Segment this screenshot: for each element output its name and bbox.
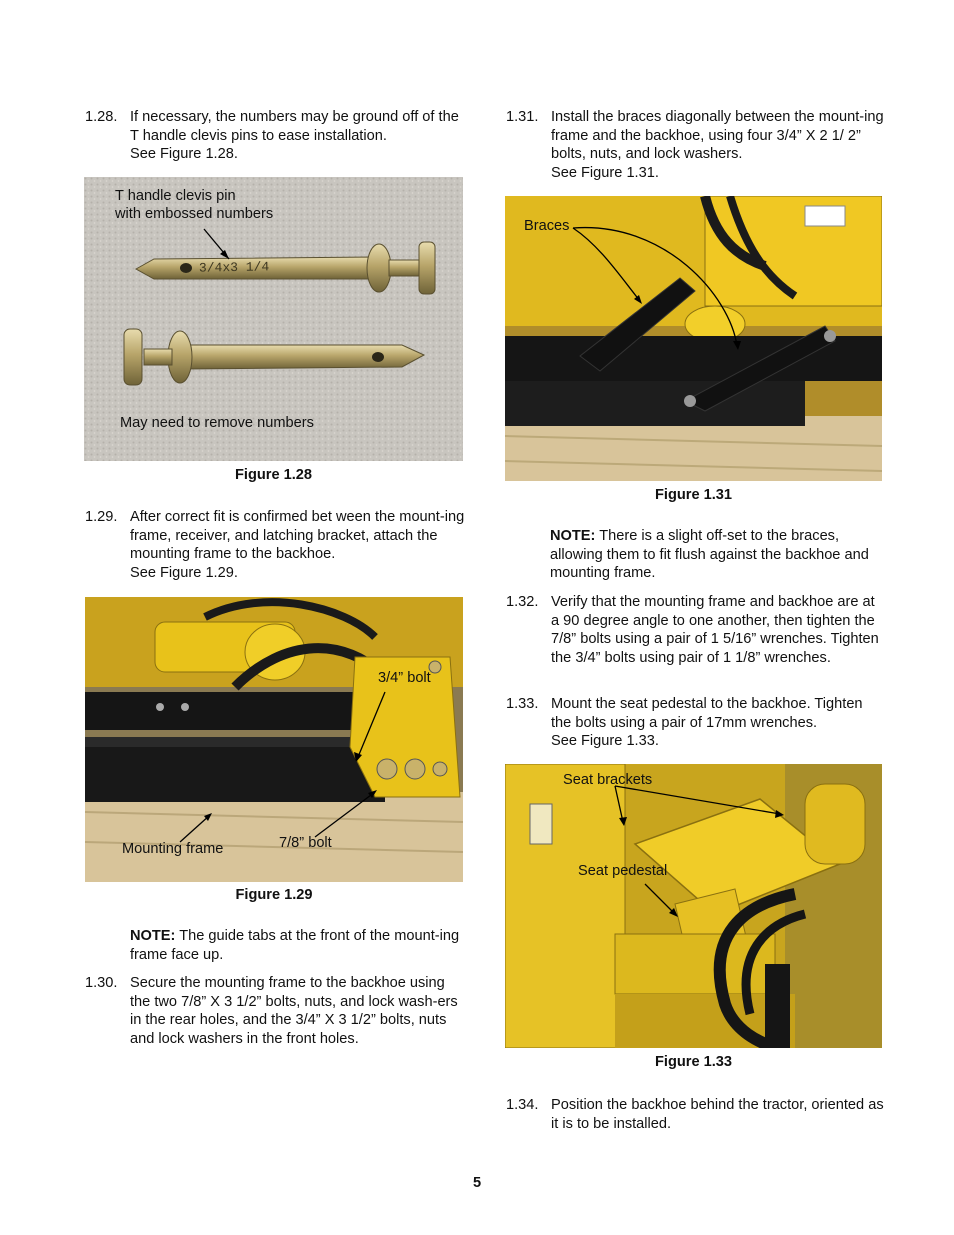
step-number: 1.34. [506, 1097, 539, 1113]
label-braces: Braces [524, 218, 570, 234]
step-see-figure: See Figure 1.31. [551, 164, 659, 181]
step-text: Secure the mounting frame to the backhoe using the two 7/8” X 3 1/2” bolts, nuts, and lock wash-ers in the rear holes, and the 3/4” X 3 1/2” bolts, nuts and lock washers in the front holes. [130, 975, 458, 1047]
note-text: There is a slight off-set to the braces, allowing them to fit flush against the backhoe and mounting frame. [550, 528, 869, 582]
step-text: Mount the seat pedestal to the backhoe. Tighten the bolts using a pair of 17mm wrenches. [551, 696, 863, 731]
figure-1-29-photo [85, 597, 463, 882]
note-label: NOTE: [130, 928, 176, 944]
step-number: 1.31. [506, 109, 539, 125]
label-mounting-frame: Mounting frame [122, 841, 224, 857]
step-text: Verify that the mounting frame and backhoe are at a 90 degree angle to one another, then tighten the 7/8” bolts using a pair of 1 5/16” wrenches. Tighten the 3/4” bolts using pair of 1 1/8” wrenches. [551, 594, 879, 666]
label-remove-numbers: May need to remove numbers [120, 415, 314, 431]
label-clevis-pin: T handle clevis pin [115, 188, 236, 204]
step-see-figure: See Figure 1.33. [551, 733, 659, 750]
label-bolt-7-8: 7/8” bolt [279, 835, 332, 851]
label-bolt-3-4: 3/4” bolt [378, 670, 431, 686]
pin-embossed-text: 3/4x3 1/4 [198, 259, 270, 276]
step-number: 1.28. [85, 109, 118, 125]
step-number: 1.30. [85, 975, 118, 991]
step-text: After correct fit is confirmed bet ween the mount-ing frame, receiver, and latching bracket, attach the mounting frame to the backhoe. [130, 509, 465, 563]
step-see-figure: See Figure 1.29. [130, 564, 238, 581]
figure-1-31-photo [505, 196, 882, 481]
note-label: NOTE: [550, 528, 596, 544]
label-seat-pedestal: Seat pedestal [578, 863, 668, 879]
step-see-figure: See Figure 1.28. [130, 146, 238, 163]
label-embossed-numbers: with embossed numbers [115, 206, 274, 222]
figure-1-31-caption: Figure 1.31 [654, 487, 733, 503]
page-number: 5 [472, 1175, 482, 1191]
label-seat-brackets: Seat brackets [563, 772, 653, 788]
step-number: 1.32. [506, 594, 539, 610]
note-text: The guide tabs at the front of the mount-ing frame face up. [130, 928, 460, 963]
step-number: 1.33. [506, 696, 539, 712]
step-text: Install the braces diagonally between the mount-ing frame and the backhoe, using four 3/4” X 2 1/ 2” bolts, nuts, and lock washers. [551, 109, 884, 163]
figure-1-33-photo [505, 764, 882, 1048]
figure-1-28-caption: Figure 1.28 [234, 467, 313, 483]
step-number: 1.29. [85, 509, 118, 525]
figure-1-29-caption: Figure 1.29 [235, 887, 313, 903]
figure-1-33-caption: Figure 1.33 [654, 1054, 733, 1070]
figure-1-28-photo [84, 177, 463, 461]
step-text: Position the backhoe behind the tractor, oriented as it is to be installed. [551, 1097, 884, 1132]
step-text: If necessary, the numbers may be ground off of the T handle clevis pins to ease installation. [130, 109, 459, 144]
note-brace-offset [550, 527, 885, 583]
note-guide-tabs [130, 927, 465, 964]
